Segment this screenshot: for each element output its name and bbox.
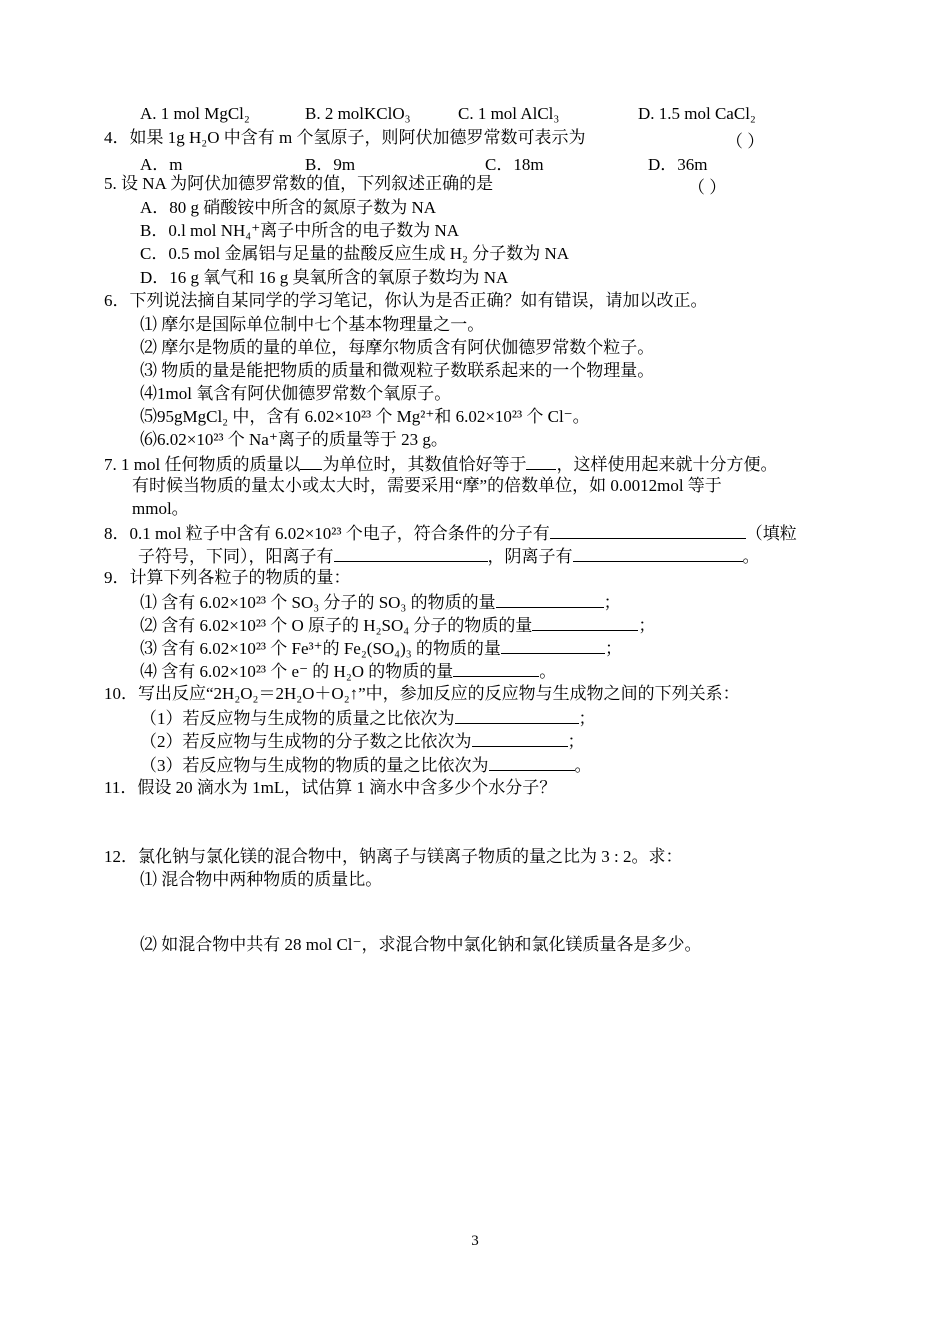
- q8-blank-molecules[interactable]: [550, 521, 746, 539]
- q9-item-3-end: ；: [604, 639, 622, 658]
- q7-line-1: [104, 452, 777, 476]
- q12-stem: 12．氯化钠与氯化镁的混合物中，钠离子与镁离子物质的量之比为 3 : 2。求：: [104, 847, 683, 866]
- q12-item-1: ⑴ 混合物中两种物质的质量比。: [140, 870, 383, 889]
- q9-item-4-end: 。: [539, 662, 557, 681]
- q5-answer-paren: （ ）: [688, 178, 727, 197]
- q8-text-a: 8．0.1 mol 粒子中含有 6.02×10²³ 个电子，符合条件的分子有: [104, 524, 550, 543]
- q10-item-3-end: 。: [574, 756, 592, 775]
- q12-item-2: ⑵ 如混合物中共有 28 mol Cl⁻，求混合物中氯化钠和氯化镁质量各是多少。: [140, 935, 702, 954]
- q7-line-3: mmol。: [132, 499, 189, 518]
- q3-option-d: D. 1.5 mol CaCl₂: [638, 104, 756, 123]
- q10-item-2-text: （2）若反应物与生成物的分子数之比依次为: [140, 732, 472, 751]
- q10-item-3: [140, 753, 592, 777]
- q11-text: 11．假设 20 滴水为 1mL，试估算 1 滴水中含多少个水分子？: [104, 778, 557, 797]
- q8-text-b: （填粒: [745, 524, 797, 543]
- q9-blank-4[interactable]: [453, 659, 539, 677]
- q6-item-4: ⑷1mol 氧含有阿伏伽德罗常数个氧原子。: [140, 384, 452, 403]
- q5-stem: 5. 设 NA 为阿伏加德罗常数的值，下列叙述正确的是: [104, 174, 494, 193]
- q9-blank-3[interactable]: [501, 636, 605, 654]
- q10-item-1-end: ；: [578, 709, 596, 728]
- q4-stem: 4．如果 1g H₂O 中含有 m 个氢原子，则阿伏加德罗常数可表示为: [104, 128, 586, 147]
- q8-line-2: [138, 544, 760, 568]
- q9-blank-2[interactable]: [532, 613, 638, 631]
- q3-option-b: B. 2 molKClO₃: [305, 104, 411, 123]
- q10-blank-1[interactable]: [455, 706, 579, 724]
- q9-item-1-end: ；: [603, 593, 621, 612]
- page-number: 3: [471, 1233, 479, 1249]
- q7-text-b: 为单位时，其数值恰好等于: [322, 455, 527, 474]
- q4-answer-paren: （ ）: [726, 132, 765, 151]
- q9-item-3: [140, 636, 622, 660]
- q10-blank-3[interactable]: [489, 753, 575, 771]
- q9-item-3-text: ⑶ 含有 6.02×10²³ 个 Fe³⁺的 Fe₂(SO₄)₃ 的物质的量: [140, 639, 501, 658]
- q7-line-2: 有时候当物质的量太小或太大时，需要采用“摩”的倍数单位，如 0.0012mol 等于: [132, 476, 722, 495]
- q10-item-1-text: （1）若反应物与生成物的质量之比依次为: [140, 709, 455, 728]
- q3-option-a: A. 1 mol MgCl₂: [140, 104, 250, 123]
- q9-item-4: [140, 659, 556, 683]
- q9-stem: 9．计算下列各粒子的物质的量：: [104, 568, 351, 587]
- q10-item-2: [140, 729, 585, 753]
- q5-option-c: C．0.5 mol 金属铝与足量的盐酸反应生成 H₂ 分子数为 NA: [140, 244, 570, 263]
- q5-option-b: B．0.l mol NH₄⁺离子中所含的电子数为 NA: [140, 221, 460, 240]
- q6-item-1: ⑴ 摩尔是国际单位制中七个基本物理量之一。: [140, 315, 485, 334]
- q10-stem: 10．写出反应“2H₂O₂＝2H₂O＋O₂↑”中，参加反应的反应物与生成物之间的下列关系：: [104, 684, 740, 703]
- q9-item-2-end: ；: [638, 616, 656, 635]
- q8-blank-anions[interactable]: [573, 544, 743, 562]
- q9-item-2: [140, 613, 655, 637]
- q6-item-6: ⑹6.02×10²³ 个 Na⁺离子的质量等于 23 g。: [140, 430, 448, 449]
- q9-item-1-text: ⑴ 含有 6.02×10²³ 个 SO₃ 分子的 SO₃ 的物质的量: [140, 593, 496, 612]
- q7-text-c: ，这样使用起来就十分方便。: [556, 455, 778, 474]
- q6-item-3: ⑶ 物质的量是能把物质的质量和微观粒子数联系起来的一个物理量。: [140, 361, 655, 380]
- q6-item-2: ⑵ 摩尔是物质的量的单位，每摩尔物质含有阿伏伽德罗常数个粒子。: [140, 338, 655, 357]
- q8-text-c: 子符号，下同），阳离子有: [138, 547, 334, 566]
- q8-blank-cations[interactable]: [334, 544, 488, 562]
- q4-option-c: C．18m: [485, 155, 544, 174]
- q8-line-1: [104, 521, 797, 545]
- q9-item-1: [140, 590, 621, 614]
- q9-item-2-text: ⑵ 含有 6.02×10²³ 个 O 原子的 H₂SO₄ 分子的物质的量: [140, 616, 533, 635]
- q5-option-d: D．16 g 氧气和 16 g 臭氧所含的氧原子数均为 NA: [140, 268, 509, 287]
- q4-option-d: D．36m: [648, 155, 708, 174]
- q5-option-a: A．80 g 硝酸铵中所含的氮原子数为 NA: [140, 198, 437, 217]
- q10-blank-2[interactable]: [472, 729, 568, 747]
- q9-blank-1[interactable]: [496, 590, 604, 608]
- q7-blank-unit[interactable]: [300, 452, 322, 470]
- q3-option-c: C. 1 mol AlCl₃: [458, 104, 560, 123]
- q7-blank-value[interactable]: [526, 452, 556, 470]
- q4-option-b: B．9m: [305, 155, 356, 174]
- q10-item-3-text: （3）若反应物与生成物的物质的量之比依次为: [140, 756, 489, 775]
- q6-item-5: ⑸95gMgCl₂ 中，含有 6.02×10²³ 个 Mg²⁺和 6.02×10²³ 个 Cl⁻。: [140, 407, 590, 426]
- q4-option-a: A．m: [140, 155, 183, 174]
- q9-item-4-text: ⑷ 含有 6.02×10²³ 个 e⁻ 的 H₂O 的物质的量: [140, 662, 454, 681]
- q10-item-1: [140, 706, 596, 730]
- q7-text-a: 7. 1 mol 任何物质的质量以: [104, 455, 301, 474]
- q10-item-2-end: ；: [567, 732, 585, 751]
- q6-stem: 6．下列说法摘自某同学的学习笔记，你认为是否正确？如有错误，请加以改正。: [104, 291, 708, 310]
- q8-text-e: 。: [742, 547, 760, 566]
- q8-text-d: ，阴离子有: [487, 547, 573, 566]
